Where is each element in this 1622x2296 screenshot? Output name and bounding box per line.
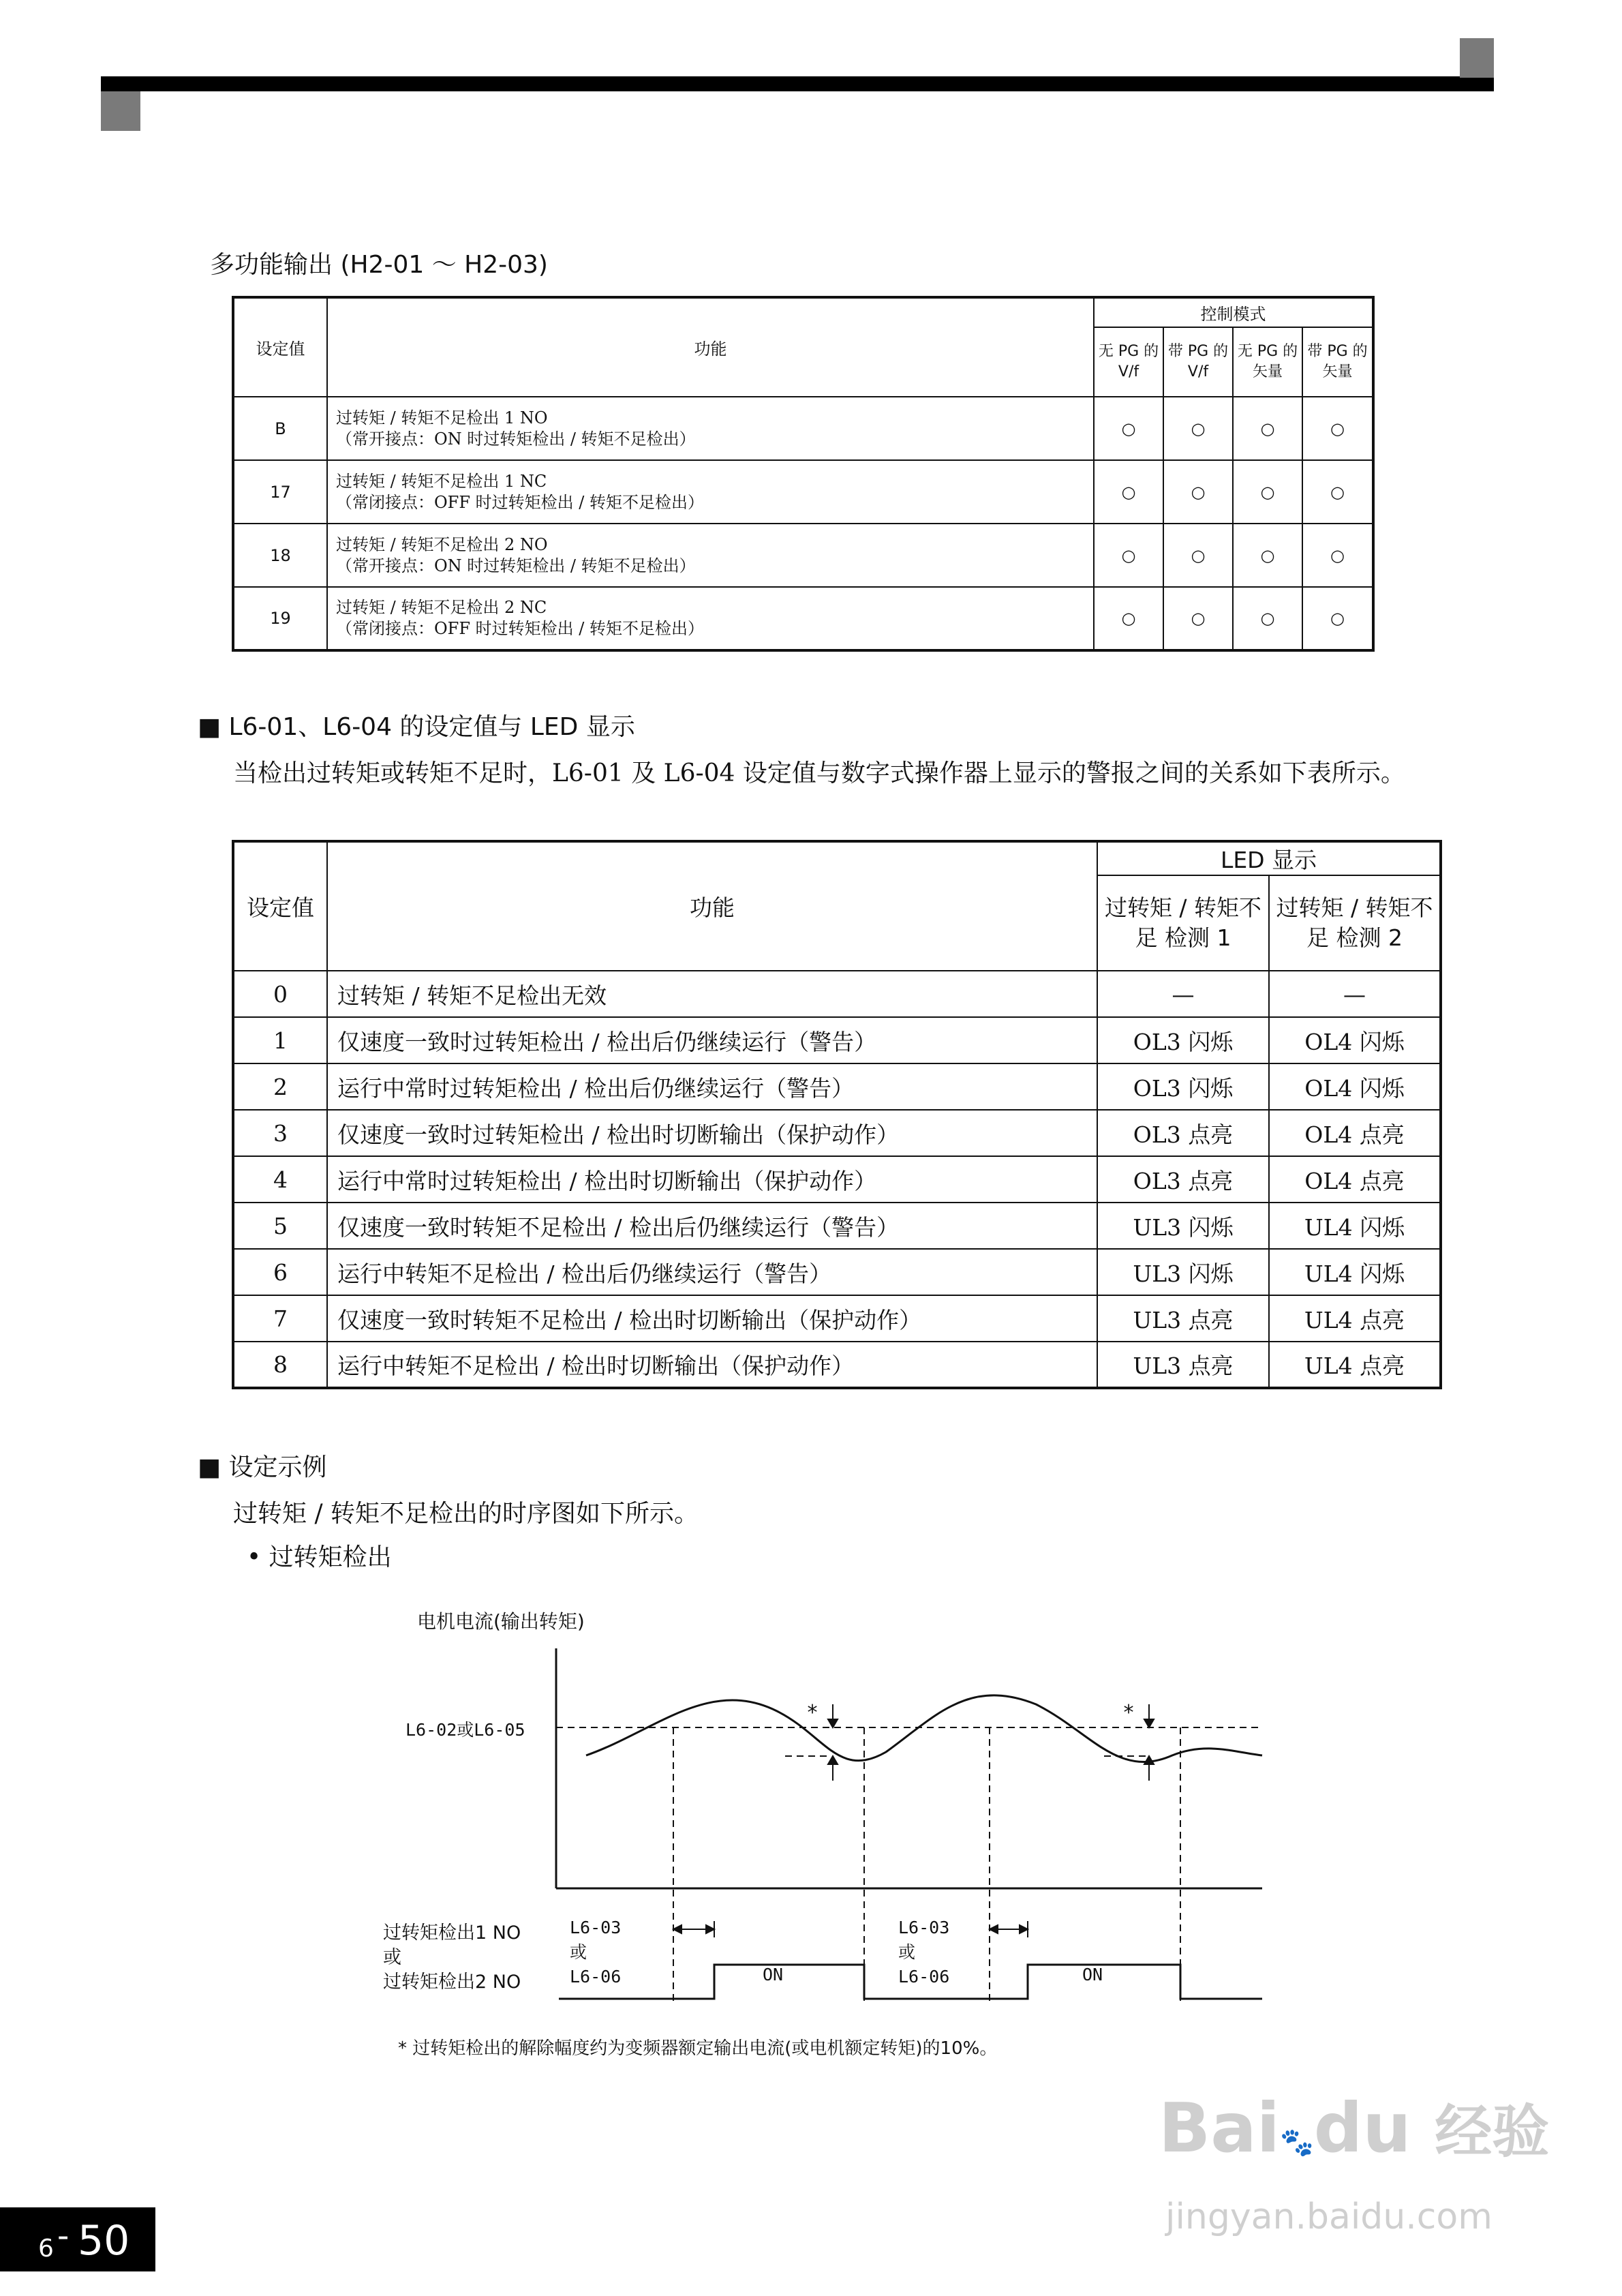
page-number-box (0, 2207, 155, 2271)
page-number: 50 (78, 2217, 130, 2265)
led-display-table (232, 840, 1442, 1389)
delay-label-or-a: 或 (570, 1942, 587, 1962)
arrow-down-icon (828, 1719, 838, 1727)
table-row (233, 1203, 1441, 1249)
row-function: 仅速度一致时过转矩检出 / 检出时切断输出（保护动作） (327, 1110, 1097, 1156)
section3-intro: 过转矩 / 转矩不足检出的时序图如下所示。 (233, 1500, 699, 1528)
row-led-2: OL4 闪烁 (1269, 1063, 1441, 1110)
arrow-down-icon (1144, 1719, 1154, 1727)
table-row (233, 1295, 1441, 1342)
mark: ○ (1233, 460, 1302, 524)
row-led-2: UL4 闪烁 (1269, 1249, 1441, 1295)
row-setting: 6 (233, 1249, 327, 1295)
current-waveform (586, 1695, 1262, 1762)
watermark-logo: Bai🐾du 经验 (1159, 2088, 1550, 2168)
row-led-2: OL4 点亮 (1269, 1156, 1441, 1203)
table-row (233, 971, 1441, 1017)
asterisk-1: * (806, 1701, 819, 1725)
row-setting: 19 (233, 587, 327, 650)
row-function: 过转矩 / 转矩不足检出 1 NO （常开接点：ON 时过转矩检出 / 转矩不足检出） (327, 397, 1094, 460)
header-bar (101, 76, 1494, 91)
on-label-2: ON (1082, 1965, 1103, 1984)
row-setting: 3 (233, 1110, 327, 1156)
row-led-1: OL3 闪烁 (1097, 1063, 1269, 1110)
mark: ○ (1094, 397, 1163, 460)
row-setting: B (233, 397, 327, 460)
header-mode-4: 带 PG 的 矢量 (1302, 327, 1373, 397)
row-function: 运行中转矩不足检出 / 检出后仍继续运行（警告） (327, 1249, 1097, 1295)
row-led-2: UL4 点亮 (1269, 1295, 1441, 1342)
mark: ○ (1163, 587, 1233, 650)
diagram-footnote: * 过转矩检出的解除幅度约为变频器额定输出电流(或电机额定转矩)的10%。 (398, 2038, 998, 2059)
row-led-2: UL4 点亮 (1269, 1342, 1441, 1388)
section1-title: 多功能输出 (H2-01 ～ H2-03) (210, 251, 548, 279)
page-prefix: 6 (38, 2235, 54, 2263)
row-setting: 1 (233, 1017, 327, 1063)
mark: ○ (1302, 397, 1373, 460)
h2-output-table (232, 296, 1375, 652)
row-led-1: OL3 点亮 (1097, 1156, 1269, 1203)
row-setting: 17 (233, 460, 327, 524)
delay-label-1a: L6-03 (570, 1918, 622, 1937)
table-row (233, 1063, 1441, 1110)
arrow-up-icon (828, 1756, 838, 1764)
row-function: 仅速度一致时转矩不足检出 / 检出时切断输出（保护动作） (327, 1295, 1097, 1342)
table-row (233, 1110, 1441, 1156)
header-setting: 设定值 (233, 841, 327, 971)
mark: ○ (1302, 587, 1373, 650)
row-led-1: UL3 点亮 (1097, 1342, 1269, 1388)
header-detection-1: 过转矩 / 转矩不足 检测 1 (1097, 875, 1269, 971)
row-setting: 2 (233, 1063, 327, 1110)
mark: ○ (1163, 460, 1233, 524)
output-label-or: 或 (383, 1947, 401, 1968)
header-function: 功能 (327, 297, 1094, 397)
row-led-1: OL3 闪烁 (1097, 1017, 1269, 1063)
mark: ○ (1233, 524, 1302, 587)
arrow-left-icon (990, 1925, 998, 1933)
row-setting: 8 (233, 1342, 327, 1388)
output-label-2: 过转矩检出2 NO (383, 1972, 521, 1993)
section2-heading (198, 708, 635, 742)
table-row (233, 460, 1373, 524)
delay-label-1b: L6-03 (898, 1918, 950, 1937)
header-left-square (101, 91, 140, 131)
header-mode-3: 无 PG 的 矢量 (1233, 327, 1302, 397)
header-setting: 设定值 (233, 297, 327, 397)
row-function: 运行中常时过转矩检出 / 检出时切断输出（保护动作） (327, 1156, 1097, 1203)
table-row (233, 1017, 1441, 1063)
mark: ○ (1163, 397, 1233, 460)
row-led-2: OL4 点亮 (1269, 1110, 1441, 1156)
row-setting: 0 (233, 971, 327, 1017)
output-label-1: 过转矩检出1 NO (383, 1922, 521, 1944)
square-bullet-icon: ■ (198, 713, 221, 741)
table-row (233, 587, 1373, 650)
row-led-1: UL3 闪烁 (1097, 1203, 1269, 1249)
header-mode-2: 带 PG 的 V/f (1163, 327, 1233, 397)
header-control-mode: 控制模式 (1094, 297, 1373, 327)
table-row (233, 397, 1373, 460)
row-led-1: — (1097, 971, 1269, 1017)
row-setting: 4 (233, 1156, 327, 1203)
header-corner-square (1460, 38, 1494, 78)
table-row (233, 1249, 1441, 1295)
mark: ○ (1302, 524, 1373, 587)
asterisk-2: * (1122, 1701, 1135, 1725)
row-function: 仅速度一致时过转矩检出 / 检出后仍继续运行（警告） (327, 1017, 1097, 1063)
mark: ○ (1094, 460, 1163, 524)
bullet-over-torque: • 过转矩检出 (247, 1543, 392, 1571)
timing-diagram (368, 1602, 1281, 2079)
mark: ○ (1233, 397, 1302, 460)
row-led-1: OL3 点亮 (1097, 1110, 1269, 1156)
arrow-right-icon (1020, 1925, 1028, 1933)
arrow-right-icon (706, 1925, 714, 1933)
row-function: 运行中转矩不足检出 / 检出时切断输出（保护动作） (327, 1342, 1097, 1388)
square-bullet-icon: ■ (198, 1453, 221, 1481)
mark: ○ (1094, 587, 1163, 650)
table-row (233, 524, 1373, 587)
table-row (233, 1156, 1441, 1203)
level-label: L6-02或L6-05 (406, 1720, 525, 1740)
row-led-2: — (1269, 971, 1441, 1017)
row-function: 过转矩 / 转矩不足检出无效 (327, 971, 1097, 1017)
row-function: 过转矩 / 转矩不足检出 2 NC （常闭接点：OFF 时过转矩检出 / 转矩不足检出） (327, 587, 1094, 650)
row-function: 过转矩 / 转矩不足检出 2 NO （常开接点：ON 时过转矩检出 / 转矩不足检出） (327, 524, 1094, 587)
header-mode-1: 无 PG 的 V/f (1094, 327, 1163, 397)
mark: ○ (1233, 587, 1302, 650)
on-label-1: ON (762, 1965, 784, 1984)
row-function: 仅速度一致时转矩不足检出 / 检出后仍继续运行（警告） (327, 1203, 1097, 1249)
row-led-1: UL3 闪烁 (1097, 1249, 1269, 1295)
row-function: 过转矩 / 转矩不足检出 1 NC （常闭接点：OFF 时过转矩检出 / 转矩不足检出） (327, 460, 1094, 524)
row-led-1: UL3 点亮 (1097, 1295, 1269, 1342)
header-led: LED 显示 (1097, 841, 1441, 875)
watermark-url: jingyan.baidu.com (1165, 2196, 1493, 2237)
section3-heading (198, 1448, 326, 1483)
delay-label-or-b: 或 (898, 1942, 916, 1962)
mark: ○ (1302, 460, 1373, 524)
row-setting: 7 (233, 1295, 327, 1342)
mark: ○ (1163, 524, 1233, 587)
mark: ○ (1094, 524, 1163, 587)
delay-label-2b: L6-06 (898, 1967, 950, 1987)
row-led-2: UL4 闪烁 (1269, 1203, 1441, 1249)
row-led-2: OL4 闪烁 (1269, 1017, 1441, 1063)
section2-title: L6-01、L6-04 的设定值与 LED 显示 (228, 713, 635, 741)
section3-title: 设定示例 (228, 1453, 327, 1481)
section2-intro: 当检出过转矩或转矩不足时，L6-01 及 L6-04 设定值与数字式操作器上显示的警报之间的关系如下表所示。 (233, 759, 1405, 787)
header-detection-2: 过转矩 / 转矩不足 检测 2 (1269, 875, 1441, 971)
row-setting: 5 (233, 1203, 327, 1249)
header-function: 功能 (327, 841, 1097, 971)
paw-icon: 🐾 (1279, 2127, 1314, 2158)
row-function: 运行中常时过转矩检出 / 检出后仍继续运行（警告） (327, 1063, 1097, 1110)
delay-label-2a: L6-06 (570, 1967, 622, 1987)
table-row (233, 1342, 1441, 1388)
arrow-left-icon (673, 1925, 682, 1933)
y-axis-label: 电机电流(输出转矩) (417, 1610, 585, 1633)
page-dash: - (57, 2217, 70, 2255)
row-setting: 18 (233, 524, 327, 587)
